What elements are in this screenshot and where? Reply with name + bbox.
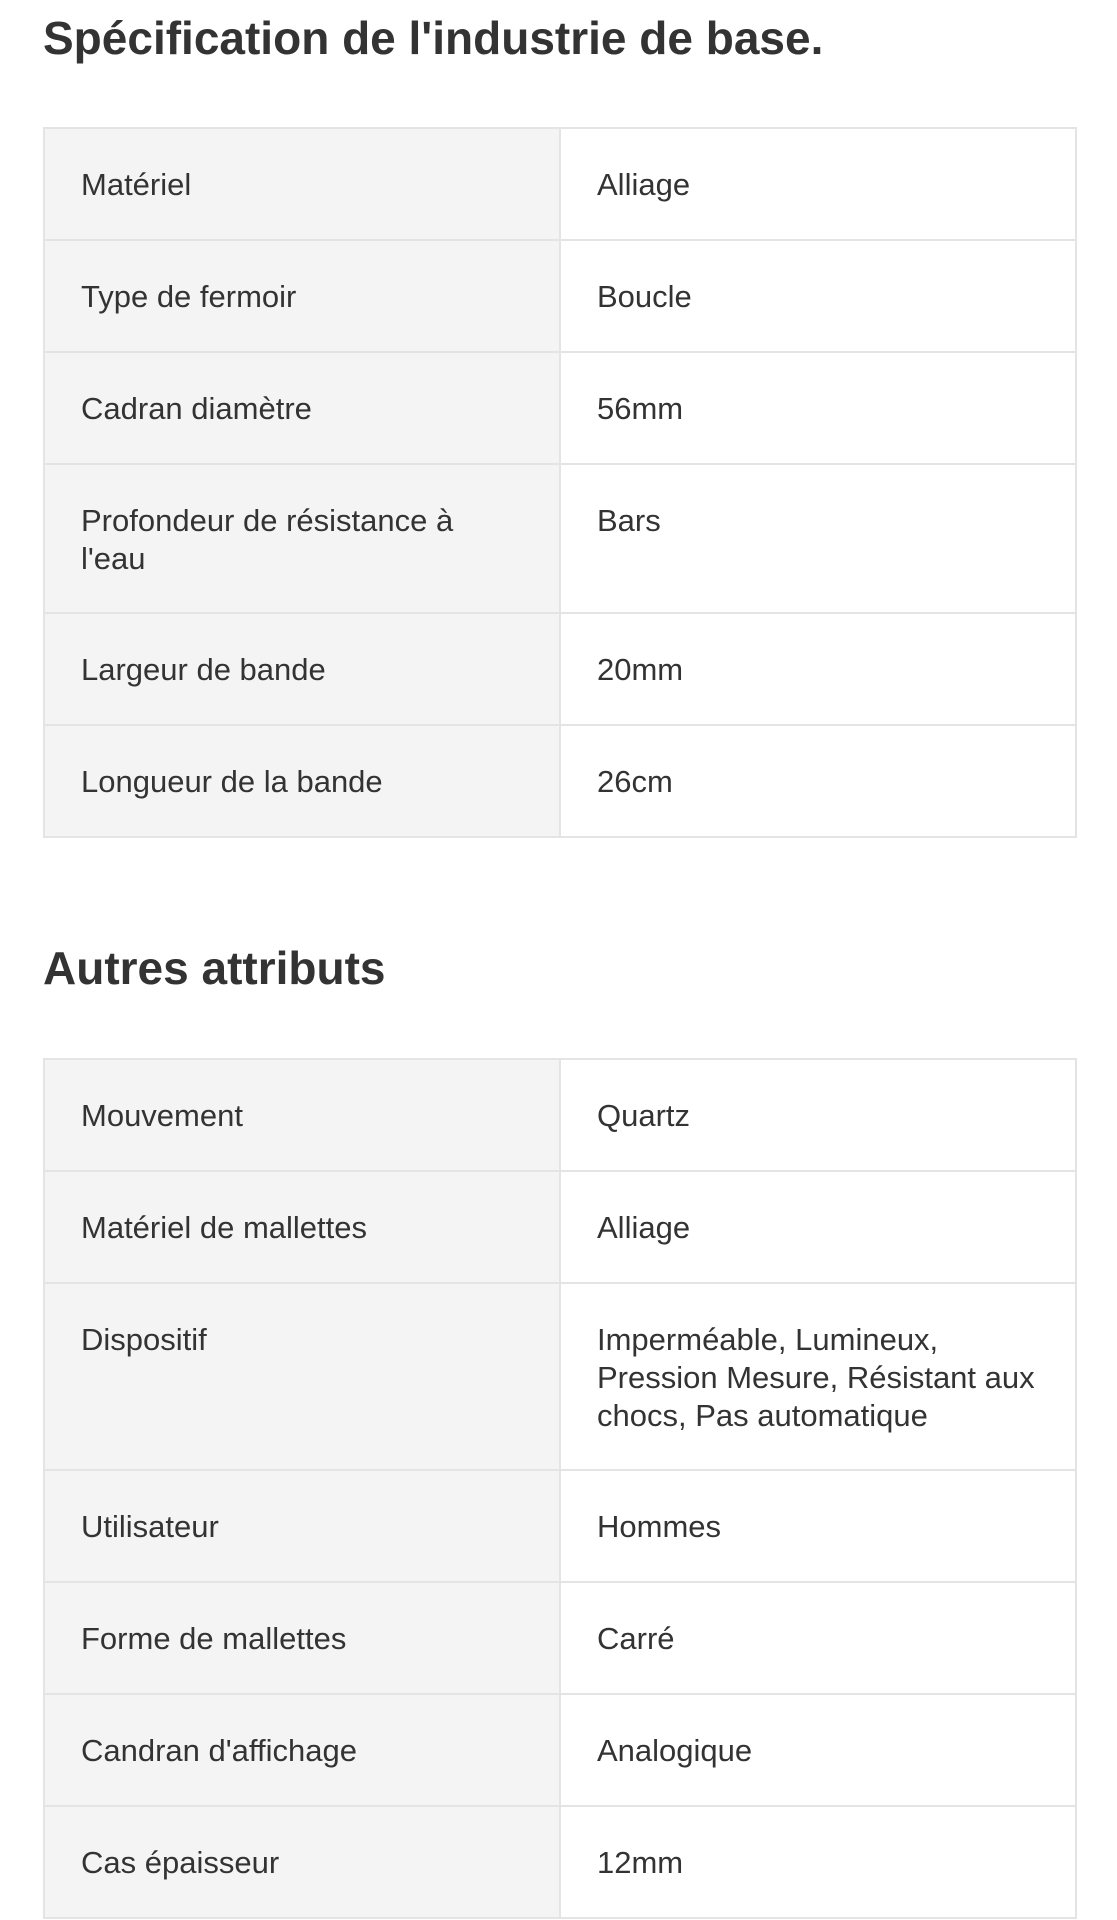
attribute-value: 12mm bbox=[560, 1806, 1076, 1918]
attribute-value: Boucle bbox=[560, 240, 1076, 352]
specification-table bbox=[43, 127, 1077, 838]
attribute-value: Alliage bbox=[560, 128, 1076, 240]
attribute-value: Analogique bbox=[560, 1694, 1076, 1806]
table-row bbox=[44, 1470, 1076, 1582]
attribute-value: Carré bbox=[560, 1582, 1076, 1694]
attribute-label: Cas épaisseur bbox=[44, 1806, 560, 1918]
table-row bbox=[44, 464, 1076, 613]
attribute-label: Utilisateur bbox=[44, 1470, 560, 1582]
table-row bbox=[44, 725, 1076, 837]
attribute-label: Dispositif bbox=[44, 1283, 560, 1470]
attribute-label: Profondeur de résistance à l'eau bbox=[44, 464, 560, 613]
section-title-other-attributes: Autres attributs bbox=[43, 942, 386, 994]
table-row bbox=[44, 1582, 1076, 1694]
table-row bbox=[44, 1171, 1076, 1283]
attribute-label: Matériel de mallettes bbox=[44, 1171, 560, 1283]
attribute-value: Quartz bbox=[560, 1059, 1076, 1171]
attribute-label: Type de fermoir bbox=[44, 240, 560, 352]
attribute-label: Longueur de la bande bbox=[44, 725, 560, 837]
other-attributes-table bbox=[43, 1058, 1077, 1919]
table-row bbox=[44, 128, 1076, 240]
table-row bbox=[44, 352, 1076, 464]
attribute-value: Alliage bbox=[560, 1171, 1076, 1283]
table-row bbox=[44, 613, 1076, 725]
table-row bbox=[44, 1694, 1076, 1806]
attribute-label: Matériel bbox=[44, 128, 560, 240]
attribute-value: Hommes bbox=[560, 1470, 1076, 1582]
attribute-label: Mouvement bbox=[44, 1059, 560, 1171]
attribute-label: Largeur de bande bbox=[44, 613, 560, 725]
attribute-label: Cadran diamètre bbox=[44, 352, 560, 464]
attribute-value: Bars bbox=[560, 464, 1076, 613]
table-row bbox=[44, 1059, 1076, 1171]
section-title-specification: Spécification de l'industrie de base. bbox=[43, 12, 824, 64]
attribute-value: Imperméable, Lumineux, Pression Mesure, Résistant aux chocs, Pas automatique bbox=[560, 1283, 1076, 1470]
table-row bbox=[44, 240, 1076, 352]
attribute-label: Forme de mallettes bbox=[44, 1582, 560, 1694]
attribute-value: 20mm bbox=[560, 613, 1076, 725]
table-row bbox=[44, 1283, 1076, 1470]
table-row bbox=[44, 1806, 1076, 1918]
attribute-value: 26cm bbox=[560, 725, 1076, 837]
attribute-label: Candran d'affichage bbox=[44, 1694, 560, 1806]
attribute-value: 56mm bbox=[560, 352, 1076, 464]
